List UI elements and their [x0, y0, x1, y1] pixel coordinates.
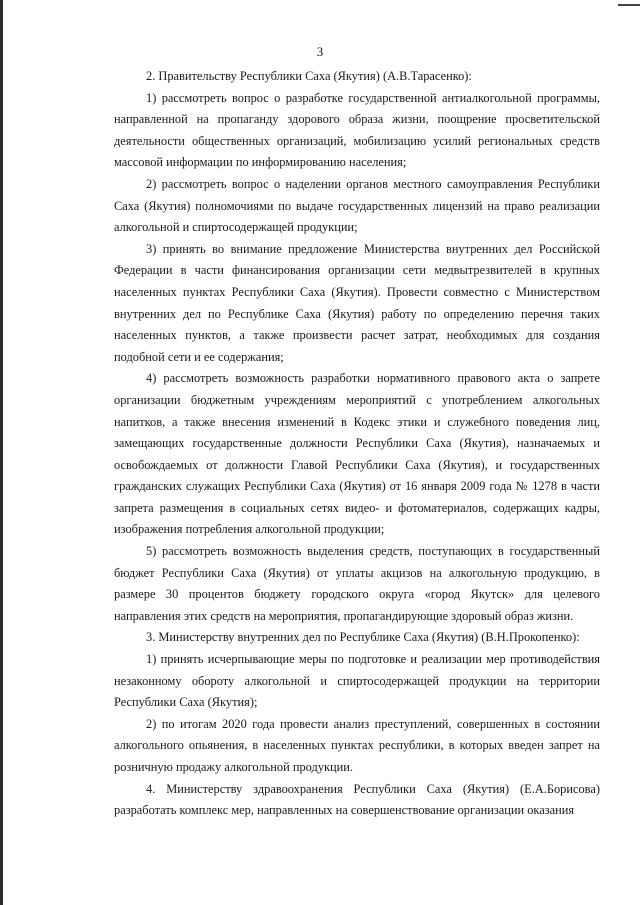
scan-edge-mark — [618, 4, 640, 6]
page-number: 3 — [316, 44, 324, 59]
paragraph-item-2-3: 3) принять во внимание предложение Министерства внутренних дел Российской Федерации в части финансирования организации сети медвытрезвителей в крупных населенных пунктах Республики Саха (Якутия). Провести совместно с Министерством внутренних дел по Республике Саха (Якутия) работу по определению перечня таких населенных пунктов, а также произвести расчет затрат, необходимых для создания подобной сети и ее содержания; — [114, 241, 600, 364]
paragraph-section-3-heading: 3. Министерству внутренних дел по Республике Саха (Якутия) (В.Н.Прокопенко): — [146, 630, 580, 645]
paragraph-item-2-1: 1) рассмотреть вопрос о разработке государственной антиалкогольной программы, направленной на пропаганду здорового образа жизни, поощрение просветительской деятельности общественных организаций, мобилизацию усилий региональных средств массовой информации по информированию населения; — [114, 90, 600, 170]
paragraph-section-4: 4. Министерству здравоохранения Республики Саха (Якутия) (Е.А.Борисова) разработать комплекс мер, направленных на совершенствование организации оказания — [114, 781, 600, 818]
paragraph-item-2-4: 4) рассмотреть возможность разработки нормативного правового акта о запрете организации бюджетным учреждениям мероприятий с употреблением алкогольных напитков, а также внесения изменений в Кодекс этики и служебного поведения лиц, замещающих государственные должности Республики Саха (Якутия), назначаемых и освобождаемых от должности Главой Республики Саха (Якутия), и государственных гражданских служащих Республики Саха (Якутия) от 16 января 2009 года № 1278 в части запрета размещения в социальных сетях видео- и фотоматериалов, содержащих кадры, изображения потребления алкогольной продукции; — [114, 371, 600, 537]
paragraph-item-2-5: 5) рассмотреть возможность выделения средств, поступающих в государственный бюджет Республики Саха (Якутия) от уплаты акцизов на алкогольную продукцию, в размере 30 процентов бюджету городского округа «город Якутск» для целевого направления этих средств на мероприятия, пропагандирующие здоровый образ жизни. — [114, 544, 600, 623]
document-body — [114, 66, 600, 822]
paragraph-item-2-2: 2) рассмотреть вопрос о наделении органов местного самоуправления Республики Саха (Якутия) полномочиями по выдаче государственных лицензий на право реализации алкогольной и спиртосодержащей продукции; — [114, 176, 600, 235]
paragraph-item-3-2: 2) по итогам 2020 года провести анализ преступлений, совершенных в состоянии алкогольного опьянения, в населенных пунктах республики, в которых введен запрет на розничную продажу алкогольной продукции. — [114, 716, 600, 774]
paragraph-item-3-1: 1) принять исчерпывающие меры по подготовке и реализации мер противодействия незаконному обороту алкогольной и спиртосодержащей продукции на территории Республики Саха (Якутия); — [114, 652, 600, 710]
paragraph-section-2-heading: 2. Правительству Республики Саха (Якутия) (А.В.Тарасенко): — [146, 69, 472, 83]
scan-edge-left — [0, 0, 3, 905]
